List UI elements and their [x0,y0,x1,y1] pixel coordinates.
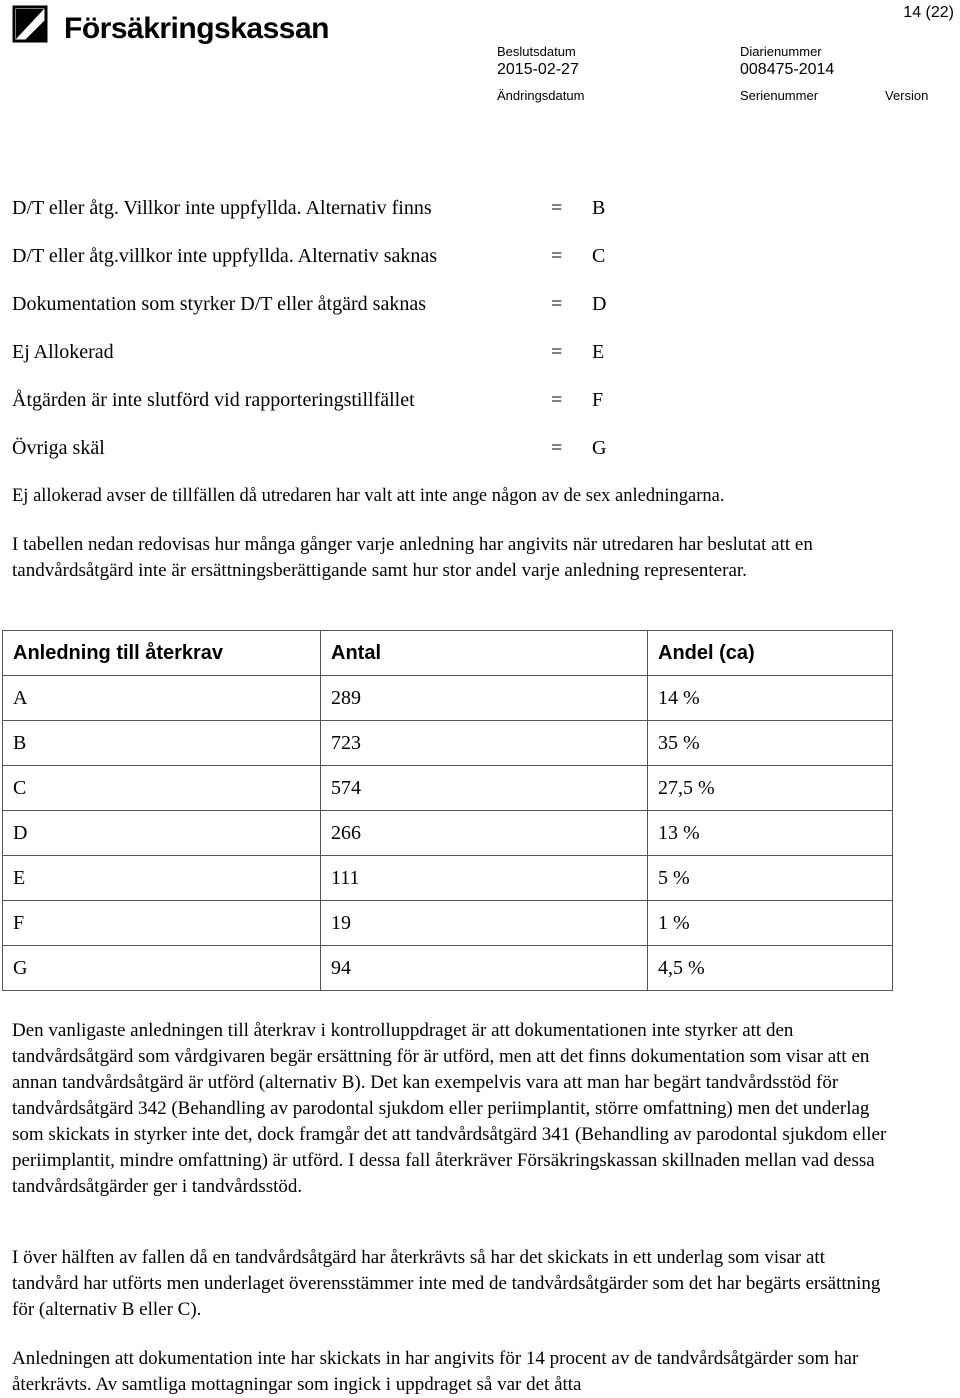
table-row [3,811,893,856]
body-paragraph: I över hälften av fallen då en tandvårdsåtgärd har återkrävts så har det skickats in ett underlag som visar att tandvård har utförts men underlaget överensstämmer inte med de tandvårdsåtgärder som det har begärts ersättning för (alternativ B eller C). [12,1247,881,1320]
andringsdatum [497,88,584,103]
code-letter: F [592,389,604,411]
table-cell: 266 [321,811,648,856]
serienummer-label: Serienummer [740,88,819,103]
intro-paragraph: I tabellen nedan redovisas hur många gånger varje anledning har angivits när utredaren har beslutat att en tandvårdsåtgärd inte är ersättningsberättigande samt hur stor andel varje anledning representerar. [12,534,813,581]
version-label: Version [885,88,929,103]
column-header: Antal [321,631,648,676]
forsakringskassan-logo-icon [12,5,48,43]
code-desc: D/T eller åtg. Villkor inte uppfyllda. Alternativ finns [12,197,432,219]
table-cell: 94 [321,946,648,991]
code-desc: Dokumentation som styrker D/T eller åtgärd saknas [12,293,426,315]
table-cell: 14 % [648,676,893,721]
code-desc: D/T eller åtg.villkor inte uppfyllda. Alternativ saknas [12,245,438,267]
code-desc: Ej Allokerad [12,341,114,363]
table-cell: 723 [321,721,648,766]
code-letter: C [592,245,606,267]
table-row [3,766,893,811]
beslutsdatum-label: Beslutsdatum [497,44,576,59]
table-row [3,946,893,991]
table-cell: 5 % [648,856,893,901]
note-paragraph: Ej allokerad avser de tillfällen då utredaren har valt att inte ange någon av de sex anledningarna. [12,486,725,506]
code-equals: = [551,389,563,411]
code-letter: G [592,437,607,459]
table-cell: G [3,946,321,991]
andringsdatum-label: Ändringsdatum [497,88,585,103]
diarienummer [740,44,834,79]
code-desc: Övriga skäl [12,437,105,459]
table-cell: 4,5 % [648,946,893,991]
code-equals: = [551,245,563,267]
table-cell: D [3,811,321,856]
serienummer [740,88,818,103]
table-row [3,721,893,766]
beslutsdatum-value: 2015-02-27 [497,61,579,78]
table-cell: 35 % [648,721,893,766]
code-letter: B [592,197,606,219]
body-paragraph: Den vanligaste anledningen till återkrav i kontrolluppdraget är att dokumentationen inte styrker att den tandvårdsåtgärd som vårdgivaren begär ersättning för är utförd, men att det finns dokumentation som visar att en annan tandvårdsåtgärd är utförd (alternativ B). Det kan exempelvis vara att man har begärt tandvårdsstöd för tandvårdsåtgärd 342 (Behandling av parodontal sjukdom eller periimplantit, större omfattning) men det underlag som skickats in styrker inte det, dock framgår det att tandvårdsåtgärd 341 (Behandling av parodontal sjukdom eller periimplantit, mindre omfattning) är utförd. I dessa fall återkräver Försäkringskassan skillnaden mellan vad dessa tandvårdsåtgärder ger i tandvårdsstöd. [12,1020,887,1197]
code-letter: E [592,341,605,363]
table-cell: E [3,856,321,901]
page-number: 14 (22) [903,4,954,21]
org-name: Försäkringskassan [64,12,329,45]
column-header: Andel (ca) [648,631,893,676]
diarienummer-value: 008475-2014 [740,61,835,78]
table-row [3,676,893,721]
table-cell: B [3,721,321,766]
table-cell: 13 % [648,811,893,856]
code-equals: = [551,293,563,315]
table-cell: 111 [321,856,648,901]
column-header: Anledning till återkrav [3,631,321,676]
table-cell: 19 [321,901,648,946]
table-row [3,856,893,901]
logo [12,2,329,46]
recovery-reason-table [2,630,893,991]
table-row [3,901,893,946]
beslutsdatum [497,44,579,79]
code-letter: D [592,293,607,315]
table-cell: A [3,676,321,721]
table-cell: 27,5 % [648,766,893,811]
table-header-row [3,631,893,676]
table-cell: F [3,901,321,946]
table-cell: 574 [321,766,648,811]
body-paragraph: Anledningen att dokumentation inte har skickats in har angivits för 14 procent av de tandvårdsåtgärder som har återkrävts. Av samtliga mottagningar som ingick i uppdraget så var det åtta [12,1348,859,1395]
code-equals: = [551,197,563,219]
code-desc: Åtgärden är inte slutförd vid rapporteringstillfället [12,389,415,411]
diarienummer-label: Diarienummer [740,44,822,59]
table-cell: C [3,766,321,811]
code-equals: = [551,437,563,459]
table-cell: 289 [321,676,648,721]
code-equals: = [551,341,563,363]
version [885,88,928,103]
table-cell: 1 % [648,901,893,946]
